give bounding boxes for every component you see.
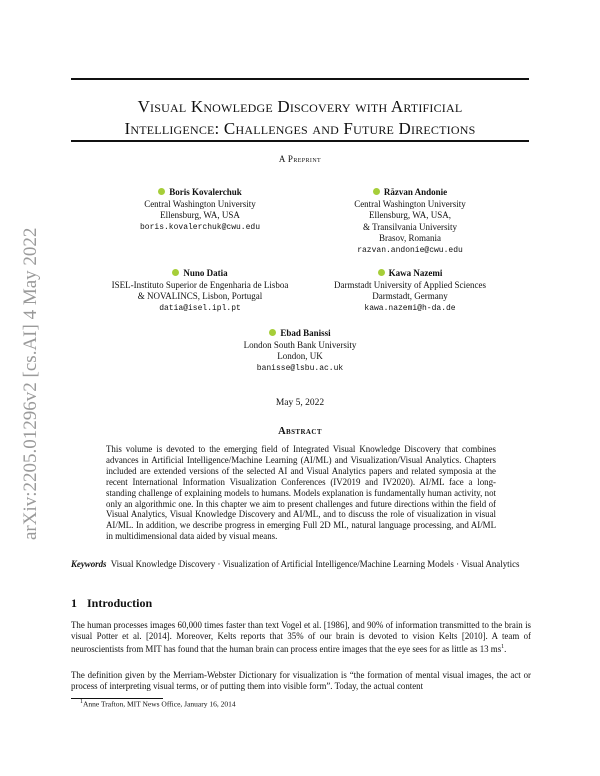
author-location: Darmstadt, Germany (372, 291, 448, 301)
author-name: Kawa Nazemi (388, 268, 443, 278)
author-location: Ellensburg, WA, USA, (369, 210, 451, 220)
arxiv-identifier[interactable]: arXiv:2205.01296v2 [cs.AI] 4 May 2022 (20, 227, 41, 540)
author-block (210, 328, 390, 374)
footnote-ref[interactable]: 1 (501, 643, 505, 650)
author-name: Nuno Datia (183, 268, 228, 278)
orcid-icon[interactable] (269, 329, 276, 336)
author-location-2: Brasov, Romania (379, 233, 441, 243)
footnote-text: Anne Trafton, MIT News Office, January 16, 2014 (83, 699, 236, 709)
keywords (71, 559, 531, 570)
paper-date: May 5, 2022 (275, 398, 325, 408)
title-line-1: Visual Knowledge Discovery with Artificial (137, 97, 463, 116)
author-block (315, 268, 505, 314)
author-name: Răzvan Andonie (383, 187, 448, 197)
author-name: Boris Kovalerchuk (169, 187, 242, 197)
paragraph-1-text: The human processes images 60,000 times faster than text Vogel et al. [1986], and 90% of information transmitted to the brain is visual Potter et al. [2014]. Moreover, Kelts reports that 35% of our brain is devoted to vision Kelts [2010]. A team of neuroscientists from MIT has found that the human brain can process entire images that the eye sees for as little as 13 ms (71, 620, 531, 654)
author-email[interactable]: boris.kovalerchuk@cwu.edu (139, 222, 261, 232)
author-block (110, 187, 290, 233)
author-email[interactable]: banisse@lsbu.ac.uk (256, 363, 344, 373)
section-title: Introduction (87, 596, 153, 610)
title-line-2: Intelligence: Challenges and Future Directions (124, 119, 476, 138)
keywords-label: Keywords (71, 559, 107, 569)
author-affiliation: Central Washington University (144, 198, 256, 209)
section-heading (71, 596, 152, 611)
paragraph-1-end: . (504, 643, 507, 654)
author-location: & NOVALINCS, Lisbon, Portugal (137, 291, 263, 301)
author-location: London, UK (277, 351, 323, 361)
abstract-heading: Abstract (278, 426, 322, 437)
section-number: 1 (71, 596, 77, 610)
author-affiliation-2: & Transilvania University (363, 221, 457, 232)
orcid-icon[interactable] (158, 188, 165, 195)
footnote-mark: 1 (80, 699, 83, 705)
author-block (320, 187, 500, 256)
author-affiliation: ISEL-Instituto Superior de Engenharia de Lisboa (111, 279, 289, 290)
paper-title (71, 96, 529, 140)
orcid-icon[interactable] (172, 269, 179, 276)
author-email[interactable]: razvan.andonie@cwu.edu (357, 245, 463, 255)
paragraph-2-text: The definition given by the Merriam-Webster Dictionary for visualization is “the formation of mental visual images, the act or process of interpreting visual terms, or of putting them into visible form”. Today, the actual content (71, 670, 531, 691)
author-affiliation: Central Washington University (354, 198, 466, 209)
author-affiliation: Darmstadt University of Applied Sciences (334, 279, 486, 290)
author-email[interactable]: datia@isel.ipl.pt (159, 303, 241, 313)
orcid-icon[interactable] (373, 188, 380, 195)
preprint-label: A Preprint (278, 154, 322, 164)
author-location: Ellensburg, WA, USA (160, 210, 240, 220)
title-bottom-rule (71, 140, 529, 142)
author-block (90, 268, 310, 314)
abstract-text: This volume is devoted to the emerging field of Integrated Visual Knowledge Discovery that combines advances in Artificial Intelligence/Machine Learning (AI/ML) and Visualization/Visual Analytics. Chapters included are extended versions of the selected AI and Visual Analytics papers and related symposia at the recent International Information Visualization Conferences (IV2019 and IV2020). AI/ML face a long-standing challenge of explaining models to humans. Models explanation is fundamentally human activity, not only an algorithmic one. In this chapter we aim to present challenges and future directions within the field of Visual Analytics, Visual Knowledge Discovery and AI/ML, and to discuss the role of visualization in visual AI/ML. In addition, we describe progress in emerging Full 2D ML, natural language processing, and AI/ML in multidimensional data aided by visual means. (106, 444, 496, 542)
author-email[interactable]: kawa.nazemi@h-da.de (364, 303, 456, 313)
title-top-rule (71, 78, 529, 80)
author-affiliation: London South Bank University (243, 339, 357, 350)
paragraph-1 (71, 620, 531, 655)
orcid-icon[interactable] (378, 269, 385, 276)
footnote (80, 699, 236, 709)
paragraph-2 (71, 670, 531, 692)
author-name: Ebad Banissi (280, 328, 331, 338)
keywords-list: Visual Knowledge Discovery · Visualization of Artificial Intelligence/Machine Learning Models · Visual Analytics (110, 559, 520, 569)
